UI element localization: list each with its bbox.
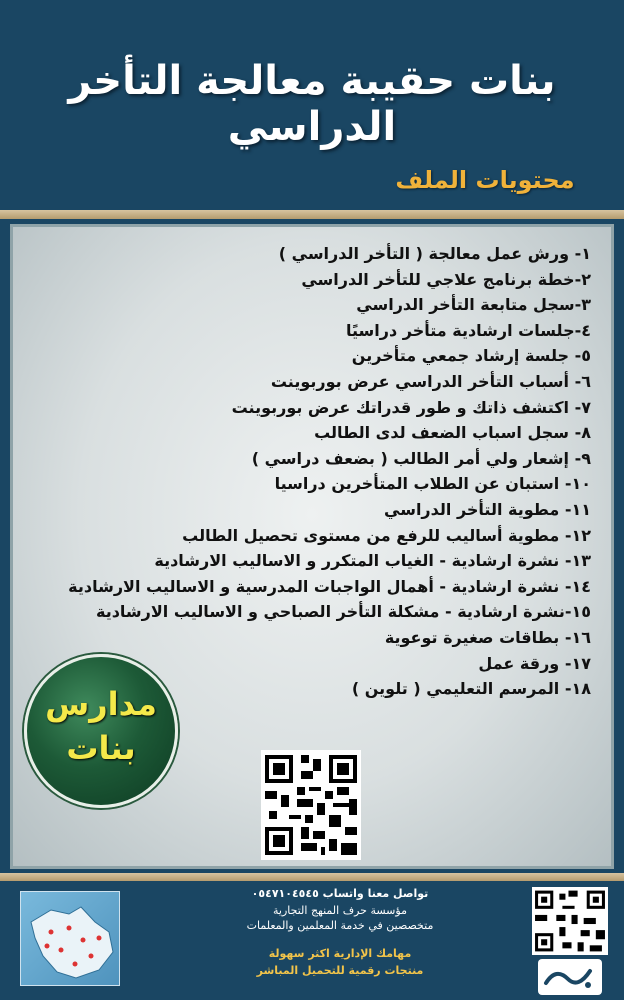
- footer: [0, 881, 624, 1000]
- qr-code-icon[interactable]: [532, 887, 608, 955]
- divider-bottom: [0, 873, 624, 881]
- badge-line-2: بنات: [66, 729, 136, 767]
- list-item: ١٢- مطوية أساليب للرفع من مستوى تحصيل الطالب: [182, 525, 591, 545]
- company-specialty: متخصصين في خدمة المعلمين والمعلمات: [246, 919, 434, 932]
- list-item: ١١- مطوية التأخر الدراسي: [384, 499, 591, 519]
- list-item: ١٦- بطاقات صغيرة توعوية: [384, 627, 591, 647]
- list-item: ٢-خطة برنامج علاجي للتأخر الدراسي: [301, 269, 591, 289]
- list-item: ١٤- نشرة ارشادية - أهمال الواجبات المدرسية و الاساليب الارشادية: [68, 576, 591, 596]
- list-item: ٣-سجل متابعة التأخر الدراسي: [356, 295, 591, 315]
- list-item: ١٧- ورقة عمل: [478, 653, 591, 673]
- schools-badge: [24, 654, 178, 808]
- list-item: ٤-جلسات ارشادية متأخر دراسيًا: [345, 320, 591, 340]
- list-item: ٨- سجل اسباب الضعف لدى الطالب: [314, 423, 591, 443]
- list-item: ١٨- المرسم التعليمي ( تلوين ): [351, 679, 591, 699]
- list-item: ٧- اكتشف ذاتك و طور قدراتك عرض بوربوينت: [231, 397, 591, 417]
- list-item: ١٠- استبان عن الطلاب المتأخرين دراسيا: [274, 474, 591, 494]
- contact-whatsapp[interactable]: تواصل معنا واتساب ٠٥٤٧١٠٤٥٤٥: [251, 887, 429, 900]
- list-item: ٥- جلسة إرشاد جمعي متأخرين: [351, 346, 591, 366]
- list-item: ٩- إشعار ولي أمر الطالب ( بضعف دراسي ): [251, 448, 591, 468]
- divider-top: [0, 210, 624, 219]
- header: [0, 0, 624, 210]
- list-item: ١٥-نشرة ارشادية - مشكلة التأخر الصباحي و الاساليب الارشادية: [95, 602, 591, 622]
- harf-logo-icon: [538, 959, 602, 995]
- page-title: بنات حقيبة معالجة التأخر الدراسي: [68, 58, 556, 150]
- company-name: مؤسسة حرف المنهج التجارية: [273, 904, 407, 917]
- saudi-map-icon: [20, 891, 120, 986]
- qr-code-icon[interactable]: [261, 750, 361, 860]
- contents-heading: محتويات الملف: [395, 166, 575, 194]
- badge-line-1: مدارس: [45, 685, 157, 723]
- list-item: ٦- أسباب التأخر الدراسي عرض بوربوينت: [270, 371, 591, 391]
- slogan-1: مهامك الإدارية اكثر سهولة: [268, 947, 412, 960]
- contents-list: [31, 241, 591, 702]
- list-item: ١٣- نشرة ارشادية - الغياب المتكرر و الاساليب الارشادية: [154, 551, 591, 571]
- slogan-2: منتجات رقمية للتحميل المباشر: [256, 964, 424, 977]
- list-item: ١- ورش عمل معالجة ( التأخر الدراسي ): [278, 244, 591, 263]
